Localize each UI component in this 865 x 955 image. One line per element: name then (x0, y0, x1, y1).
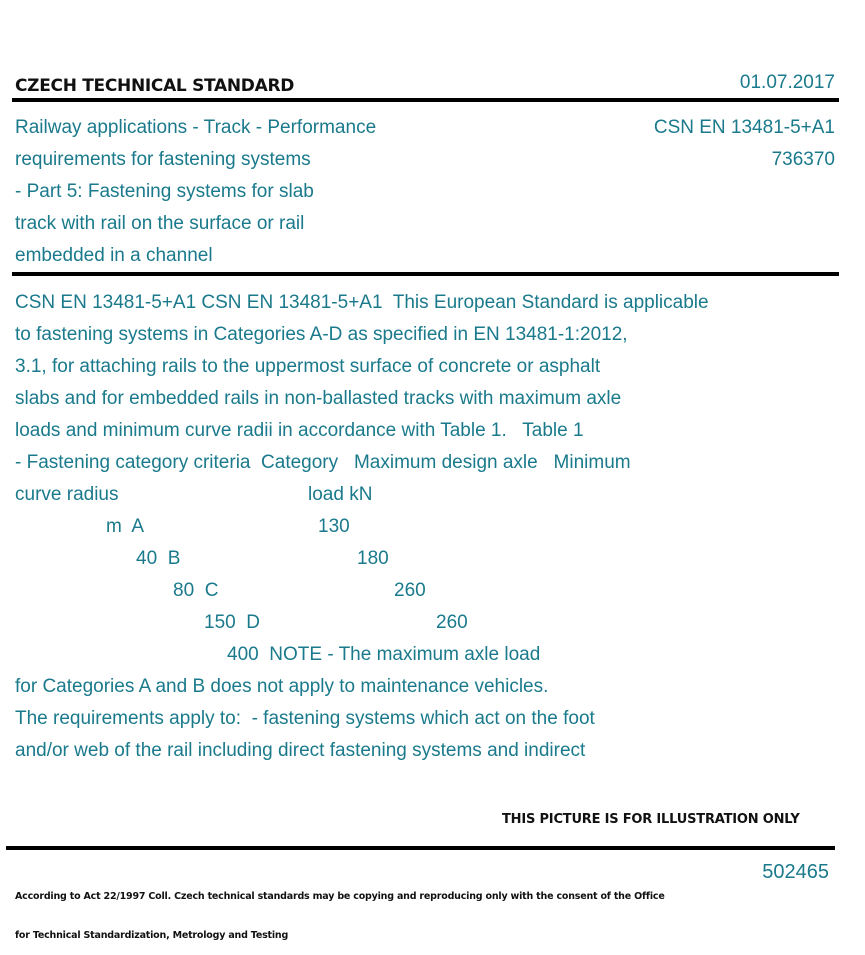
body-line: curve radius (15, 484, 119, 505)
copyright-line: According to Act 22/1997 Coll. Czech technical standards may be copying and reproducing only with the consent of the Office (15, 891, 665, 902)
body-line: load kN (308, 484, 373, 505)
footer-divider (6, 846, 835, 850)
document-number: 502465 (762, 861, 829, 883)
title-line: track with rail on the surface or rail (15, 213, 305, 234)
body-line: 260 (394, 580, 426, 601)
body-line: - Fastening category criteria Category Maximum design axle Minimum (15, 452, 631, 473)
standard-number: 736370 (771, 149, 835, 170)
issue-date: 01.07.2017 (739, 72, 835, 93)
illustration-note: THIS PICTURE IS FOR ILLUSTRATION ONLY (502, 812, 800, 827)
body-line: for Categories A and B does not apply to maintenance vehicles. (15, 676, 549, 697)
body-line: 260 (436, 612, 468, 633)
body-line: 180 (357, 548, 389, 569)
body-line: The requirements apply to: - fastening systems which act on the foot (15, 708, 595, 729)
title-line: Railway applications - Track - Performance (15, 117, 377, 138)
body-line: to fastening systems in Categories A-D as specified in EN 13481-1:2012, (15, 324, 628, 345)
body-line: 40 B (136, 548, 181, 569)
top-divider (12, 98, 839, 102)
body-line: slabs and for embedded rails in non-ballasted tracks with maximum axle (15, 388, 622, 409)
body-line: loads and minimum curve radii in accordance with Table 1. Table 1 (15, 420, 584, 441)
title-line: - Part 5: Fastening systems for slab (15, 181, 314, 202)
body-line: 400 NOTE - The maximum axle load (227, 644, 541, 665)
body-line: 130 (318, 516, 350, 537)
standard-code: CSN EN 13481-5+A1 (653, 117, 835, 138)
body-line: CSN EN 13481-5+A1 CSN EN 13481-5+A1 This European Standard is applicable (15, 292, 709, 313)
copyright-notice (15, 864, 665, 955)
standard-heading: CZECH TECHNICAL STANDARD (15, 76, 295, 96)
title-divider (12, 272, 839, 276)
body-line: 80 C (173, 580, 219, 601)
body-line: 3.1, for attaching rails to the uppermost surface of concrete or asphalt (15, 356, 601, 377)
title-line: embedded in a channel (15, 245, 213, 266)
body-line: m A (106, 516, 145, 537)
body-line: and/or web of the rail including direct fastening systems and indirect (15, 740, 586, 761)
body-line: 150 D (204, 612, 260, 633)
copyright-line: for Technical Standardization, Metrology and Testing (15, 930, 289, 941)
title-line: requirements for fastening systems (15, 149, 311, 170)
